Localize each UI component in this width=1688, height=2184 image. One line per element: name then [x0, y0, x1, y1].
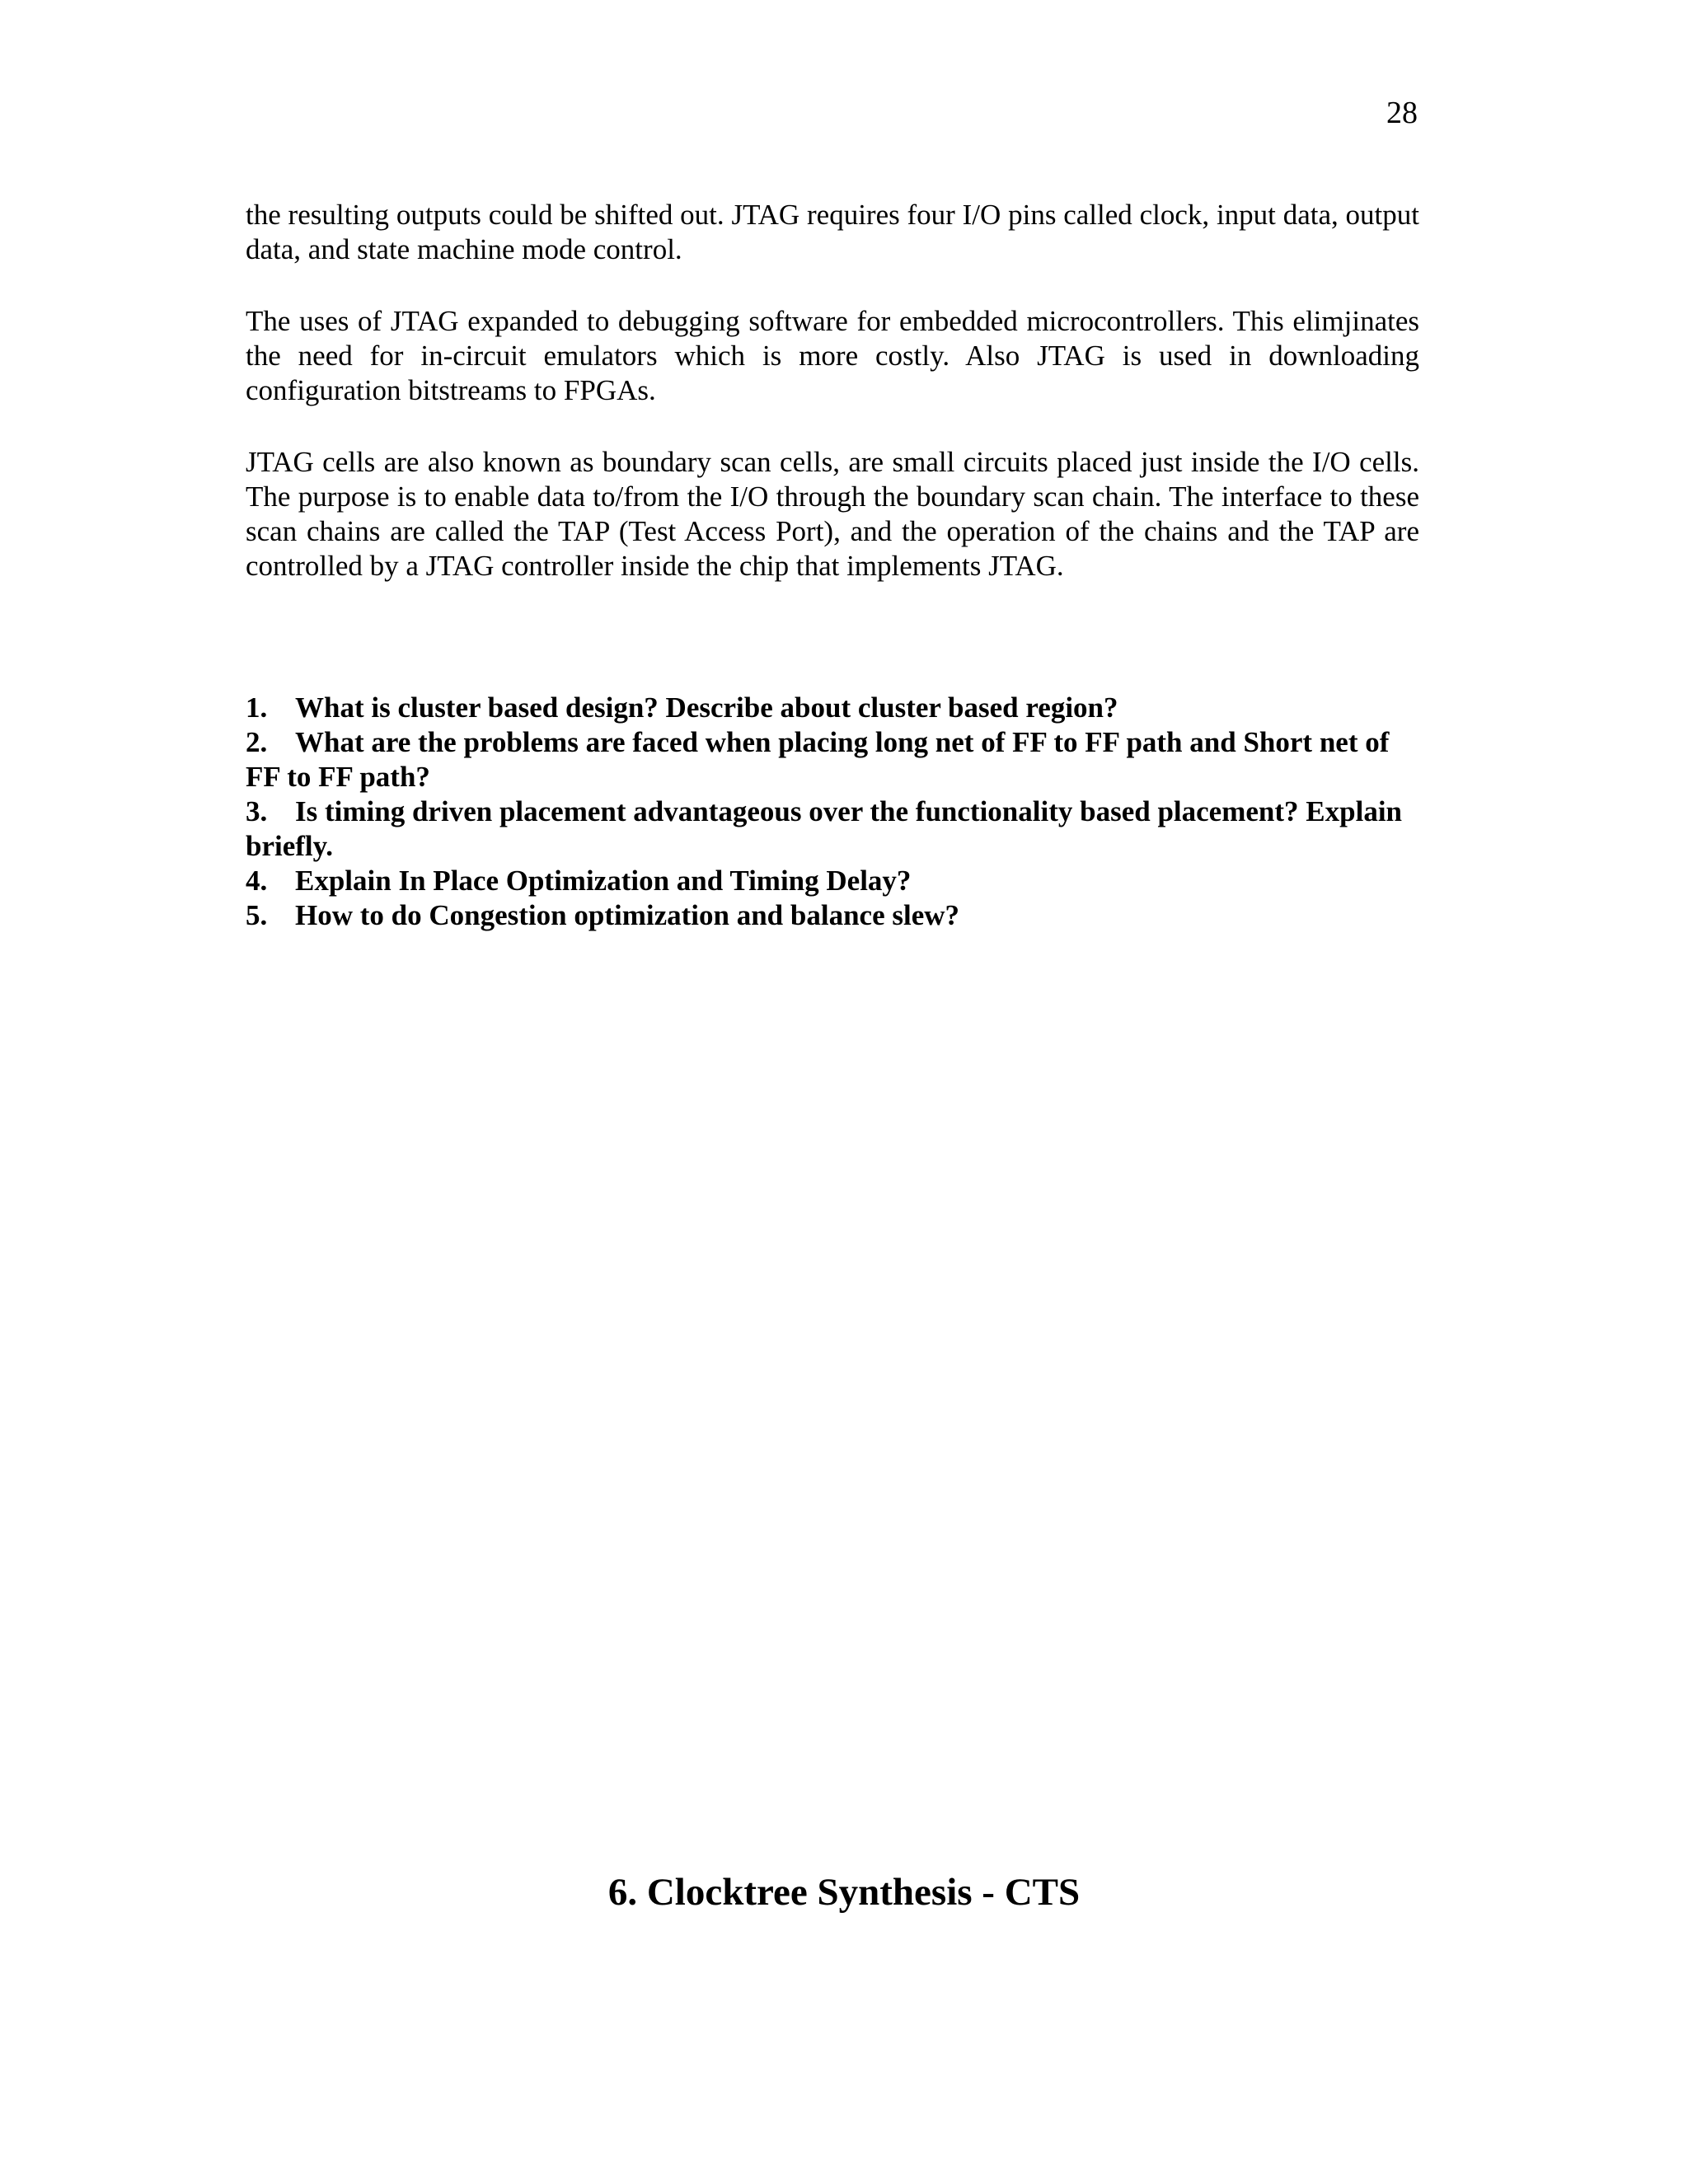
question-number: 4.: [246, 865, 268, 897]
body-text: [246, 198, 1419, 583]
question-text: What is cluster based design? Describe about cluster based region?: [295, 691, 1118, 724]
review-questions-list: [246, 691, 1419, 933]
paragraph-jtag-uses: The uses of JTAG expanded to debugging software for embedded microcontrollers. This elimjinates the need for in-circuit emulators which is more costly. Also JTAG is used in downloading configuration bitstreams to FPGAs.: [246, 305, 1419, 406]
question-text: How to do Congestion optimization and balance slew?: [295, 899, 960, 931]
question-item: [246, 691, 1419, 725]
paragraph-jtag-cells: JTAG cells are also known as boundary scan cells, are small circuits placed just inside the I/O cells. The purpose is to enable data to/from the I/O through the boundary scan chain. The interface to these scan chains are called the TAP (Test Access Port), and the operation of the chains and the TAP are controlled by a JTAG controller inside the chip that implements JTAG.: [246, 446, 1419, 582]
question-text: Explain In Place Optimization and Timing Delay?: [295, 865, 912, 897]
question-item: [246, 794, 1419, 864]
question-number: 3.: [246, 795, 268, 827]
page-number: 28: [1386, 96, 1418, 130]
question-item: [246, 725, 1419, 794]
question-text: Is timing driven placement advantageous over the functionality based placement? Explain briefly.: [246, 795, 1403, 862]
question-item: [246, 864, 1419, 898]
section-heading: 6. Clocktree Synthesis - CTS: [607, 1871, 1081, 1914]
paragraph-jtag-pins: the resulting outputs could be shifted out. JTAG requires four I/O pins called clock, input data, output data, and state machine mode control.: [246, 199, 1419, 265]
question-text: What are the problems are faced when placing long net of FF to FF path and Short net of FF to FF path?: [246, 726, 1390, 793]
question-number: 5.: [246, 899, 268, 931]
question-number: 1.: [246, 691, 268, 724]
question-item: [246, 898, 1419, 933]
question-number: 2.: [246, 726, 268, 758]
